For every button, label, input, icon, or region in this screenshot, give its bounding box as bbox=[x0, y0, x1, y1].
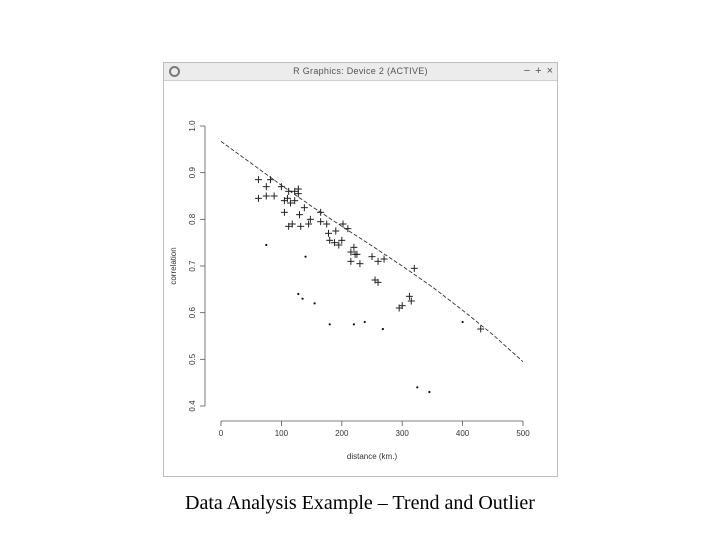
data-point-plus bbox=[317, 218, 324, 225]
y-tick-label: 0.6 bbox=[188, 307, 197, 319]
data-point-plus bbox=[356, 260, 363, 267]
x-tick-label: 300 bbox=[395, 429, 409, 438]
y-axis-label: correlation bbox=[169, 247, 178, 285]
data-point-plus bbox=[305, 221, 312, 228]
plot-area bbox=[164, 81, 557, 476]
window-title: R Graphics: Device 2 (ACTIVE) bbox=[293, 66, 428, 76]
x-tick-label: 500 bbox=[516, 429, 530, 438]
data-point-dot bbox=[382, 328, 384, 330]
data-point-dot bbox=[462, 321, 464, 323]
axes bbox=[188, 120, 530, 438]
x-tick-label: 0 bbox=[218, 429, 224, 438]
data-point-dot bbox=[428, 391, 430, 393]
data-point-plus bbox=[344, 225, 351, 232]
data-point-plus bbox=[255, 195, 262, 202]
data-point-plus bbox=[323, 221, 330, 228]
close-button[interactable]: × bbox=[546, 65, 553, 77]
data-point-dot bbox=[301, 298, 303, 300]
window-titlebar[interactable] bbox=[164, 63, 557, 81]
y-tick-label: 0.5 bbox=[188, 353, 197, 365]
data-point-plus bbox=[255, 176, 262, 183]
x-tick-label: 400 bbox=[455, 429, 470, 438]
data-point-dot bbox=[297, 293, 299, 295]
minimize-button[interactable]: − bbox=[523, 65, 531, 77]
data-point-plus bbox=[353, 251, 360, 258]
data-point-plus bbox=[325, 230, 332, 237]
data-point-plus bbox=[406, 293, 413, 300]
maximize-button[interactable]: + bbox=[535, 65, 542, 77]
data-point-plus bbox=[369, 253, 376, 260]
data-point-plus bbox=[408, 298, 415, 305]
data-point-plus bbox=[307, 216, 314, 223]
window-controls bbox=[524, 65, 553, 78]
data-point-plus bbox=[347, 258, 354, 265]
data-point-plus bbox=[297, 223, 304, 230]
data-point-plus bbox=[296, 211, 303, 218]
points-layer bbox=[255, 176, 484, 393]
data-point-plus bbox=[411, 265, 418, 272]
data-point-dot bbox=[353, 323, 355, 325]
data-point-plus bbox=[317, 209, 324, 216]
y-tick-label: 0.4 bbox=[188, 400, 197, 412]
data-point-plus bbox=[332, 228, 339, 235]
data-point-plus bbox=[271, 193, 278, 200]
y-tick-label: 1.0 bbox=[188, 120, 197, 132]
y-tick-label: 0.8 bbox=[188, 213, 197, 225]
data-point-plus bbox=[278, 183, 285, 190]
x-tick-label: 100 bbox=[274, 429, 289, 438]
data-point-dot bbox=[304, 256, 306, 258]
data-point-dot bbox=[364, 321, 366, 323]
data-point-plus bbox=[267, 176, 274, 183]
data-point-plus bbox=[338, 237, 345, 244]
x-axis-label: distance (km.) bbox=[346, 452, 398, 461]
data-point-plus bbox=[375, 258, 382, 265]
y-tick-label: 0.9 bbox=[188, 167, 197, 179]
r-graphics-window bbox=[163, 62, 558, 477]
data-point-plus bbox=[263, 193, 270, 200]
data-point-dot bbox=[265, 244, 267, 246]
data-point-plus bbox=[381, 256, 388, 263]
x-tick-label: 200 bbox=[335, 429, 349, 438]
data-point-dot bbox=[314, 302, 316, 304]
data-point-plus bbox=[301, 204, 308, 211]
data-point-dot bbox=[329, 323, 331, 325]
data-point-plus bbox=[350, 244, 357, 251]
data-point-plus bbox=[281, 209, 288, 216]
y-tick-label: 0.7 bbox=[188, 260, 197, 272]
data-point-dot bbox=[416, 386, 418, 388]
data-point-plus bbox=[340, 221, 347, 228]
slide-caption: Data Analysis Example – Trend and Outlier bbox=[185, 492, 535, 514]
data-point-plus bbox=[263, 183, 270, 190]
